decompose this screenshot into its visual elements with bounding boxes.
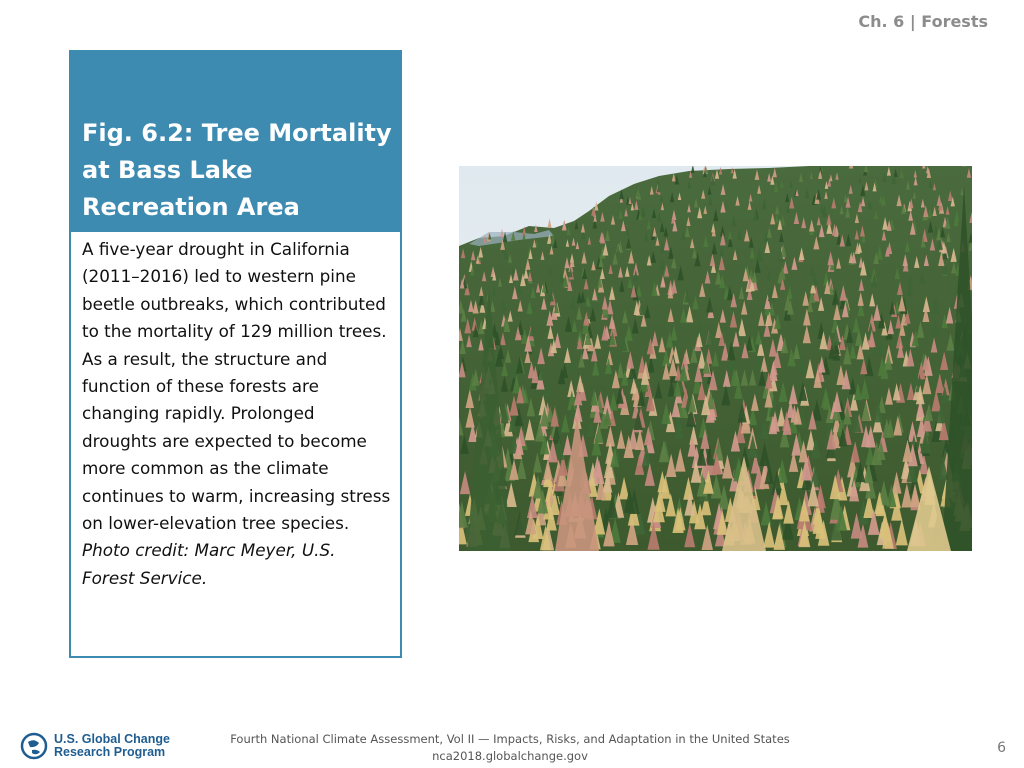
globe-icon — [20, 732, 48, 760]
report-url[interactable]: nca2018.globalchange.gov — [432, 749, 588, 763]
figure-title: Fig. 6.2: Tree Mortality at Bass Lake Recreation Area — [82, 119, 392, 221]
footer-citation — [200, 731, 820, 765]
caption-text: A five-year drought in California (2011–2016) led to western pine beetle outbreaks, which contributed to the mortality of 129 million trees. As a result, the structure and function of these forests are changing rapidly. Prolonged droughts are expected to become more common as the climate continues to warm, increasing stress on lower-elevation tree species. — [82, 239, 391, 534]
usgcrp-logo[interactable] — [20, 730, 190, 762]
forest-hillside-image — [459, 166, 972, 551]
chapter-label: Ch. 6 | Forests — [858, 12, 988, 31]
figure-title-banner — [71, 52, 400, 232]
forest-photo — [459, 166, 972, 551]
logo-line-1: U.S. Global Change — [54, 732, 170, 746]
page-number: 6 — [997, 740, 1006, 756]
logo-line-2: Research Program — [54, 745, 166, 759]
report-title: Fourth National Climate Assessment, Vol II — Impacts, Risks, and Adaptation in the United States — [230, 732, 790, 746]
logo-wordmark — [54, 733, 170, 759]
photo-credit: Photo credit: Marc Meyer, U.S. Forest Service. — [82, 540, 336, 588]
figure-caption — [71, 232, 400, 592]
figure-caption-card — [69, 50, 402, 658]
